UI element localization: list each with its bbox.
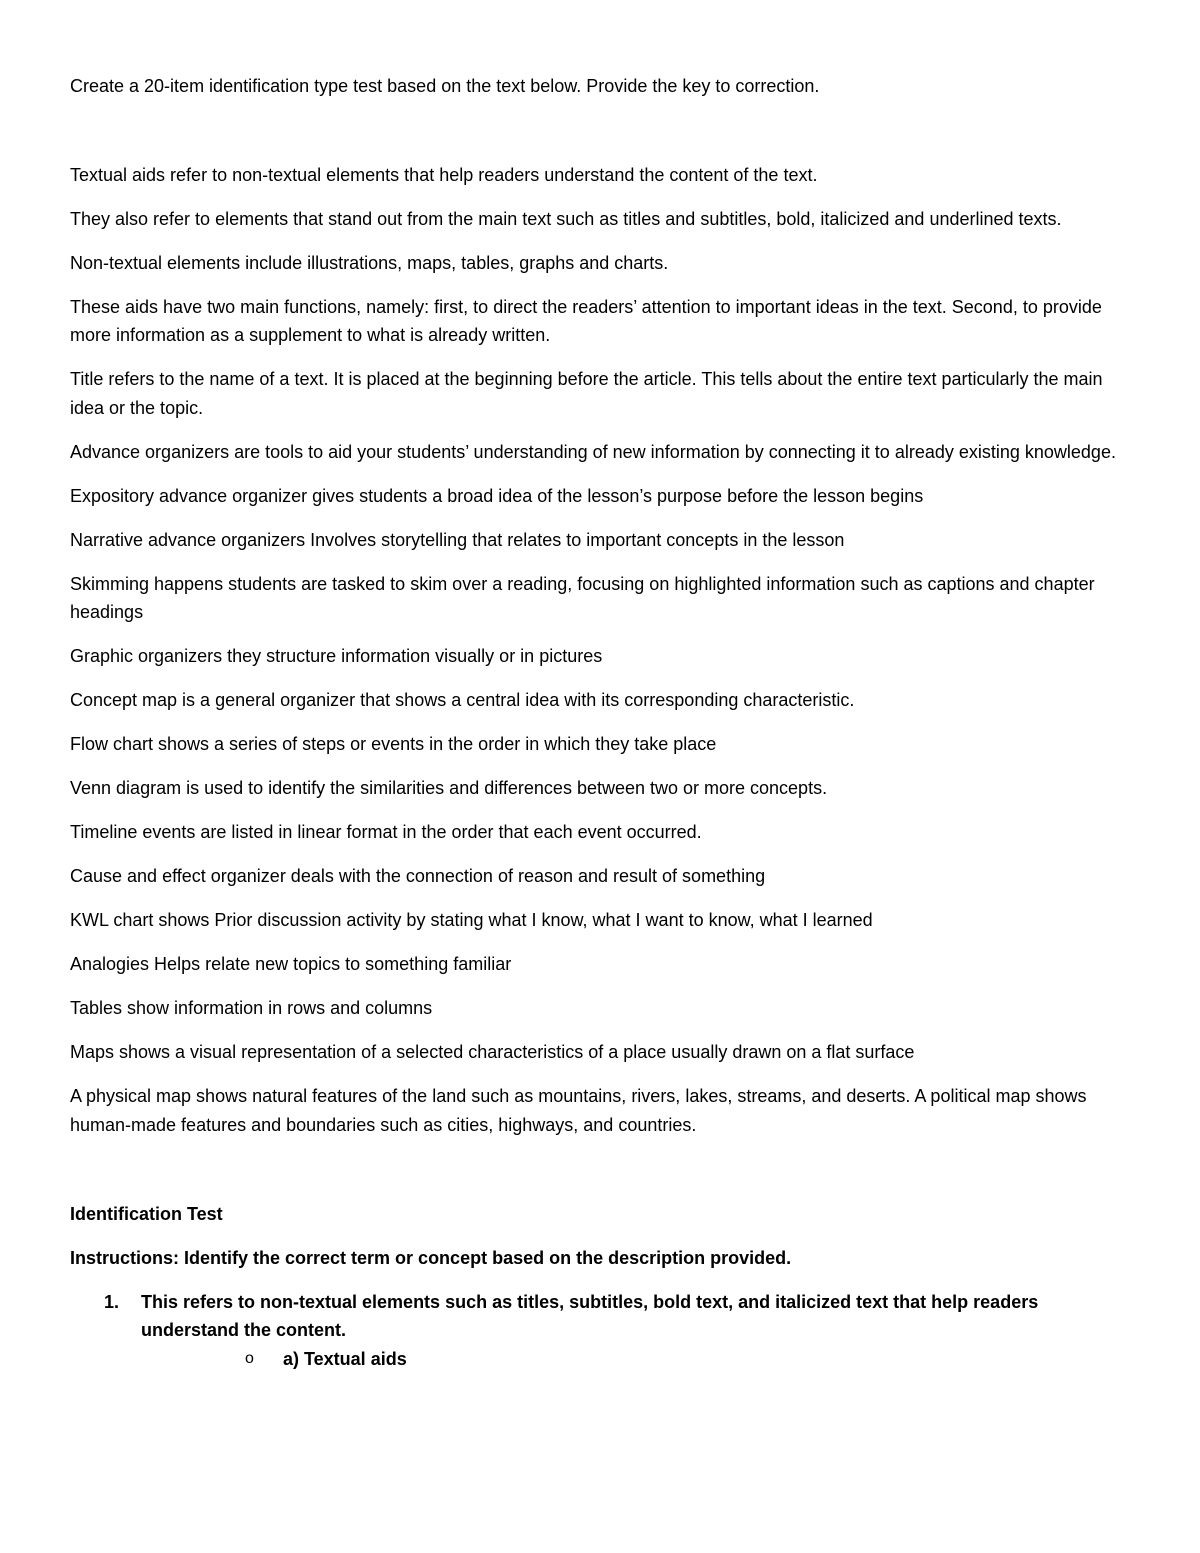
paragraph-non-textual-elements: Non-textual elements include illustrations, maps, tables, graphs and charts. [70,252,669,273]
question-text: This refers to non-textual elements such as titles, subtitles, bold text, and italicized text that help readers understand the content. [141,1291,1039,1340]
paragraph-advance-organizers: Advance organizers are tools to aid your students’ understanding of new information by connecting it to already existing knowledge. [70,441,1116,462]
identification-test [70,1200,1120,1374]
paragraph-functions: These aids have two main functions, namely: first, to direct the readers’ attention to important ideas in the text. Second, to provide more information as a supplement to what is already written. [70,296,1102,345]
paragraph-skimming: Skimming happens students are tasked to skim over a reading, focusing on highlighted information such as captions and chapter headings [70,573,1095,622]
paragraph-venn-diagram: Venn diagram is used to identify the similarities and differences between two or more concepts. [70,778,828,798]
paragraph-expository: Expository advance organizer gives students a broad idea of the lesson’s purpose before the lesson begins [70,485,924,506]
paragraph-physical-political-map: A physical map shows natural features of the land such as mountains, rivers, lakes, streams, and deserts. A political map shows human-made features and boundaries such as cities, highways, and countries. [70,1086,1087,1135]
source-text [70,161,1120,1140]
paragraph-maps: Maps shows a visual representation of a selected characteristics of a place usually drawn on a flat surface [70,1042,915,1062]
paragraph-timeline: Timeline events are listed in linear format in the order that each event occurred. [70,822,702,842]
paragraph-kwl-chart: KWL chart shows Prior discussion activity by stating what I know, what I want to know, what I learned [70,910,873,930]
paragraph-flow-chart: Flow chart shows a series of steps or events in the order in which they take place [70,734,717,754]
paragraph-graphic-organizers: Graphic organizers they structure information visually or in pictures [70,646,603,666]
question-item [70,1288,1120,1374]
question-number: 1. [104,1291,120,1312]
question-list [70,1288,1120,1374]
test-title: Identification Test [70,1203,223,1224]
answer-text: a) Textual aids [283,1348,407,1369]
paragraph-title: Title refers to the name of a text. It is placed at the beginning before the article. This tells about the entire text particularly the main idea or the topic. [70,369,1103,418]
paragraph-analogies: Analogies Helps relate new topics to something familiar [70,954,512,974]
paragraph-narrative: Narrative advance organizers Involves storytelling that relates to important concepts in the lesson [70,529,845,550]
test-instructions: Instructions: Identify the correct term or concept based on the description provided. [70,1247,792,1268]
answer-list [141,1345,1120,1374]
document-page [70,72,1120,1389]
section-spacer [70,1155,1120,1200]
paragraph-stand-out-elements: They also refer to elements that stand out from the main text such as titles and subtitles, bold, italicized and underlined texts. [70,208,1062,229]
bullet-icon: o [245,1349,254,1367]
prompt-instruction: Create a 20-item identification type test based on the text below. Provide the key to correction. [70,76,820,96]
paragraph-textual-aids: Textual aids refer to non-textual elements that help readers understand the content of the text. [70,164,818,185]
paragraph-cause-effect: Cause and effect organizer deals with the connection of reason and result of something [70,866,766,886]
answer-item [141,1345,1120,1374]
paragraph-tables: Tables show information in rows and columns [70,998,433,1018]
paragraph-concept-map: Concept map is a general organizer that shows a central idea with its corresponding characteristic. [70,690,855,710]
